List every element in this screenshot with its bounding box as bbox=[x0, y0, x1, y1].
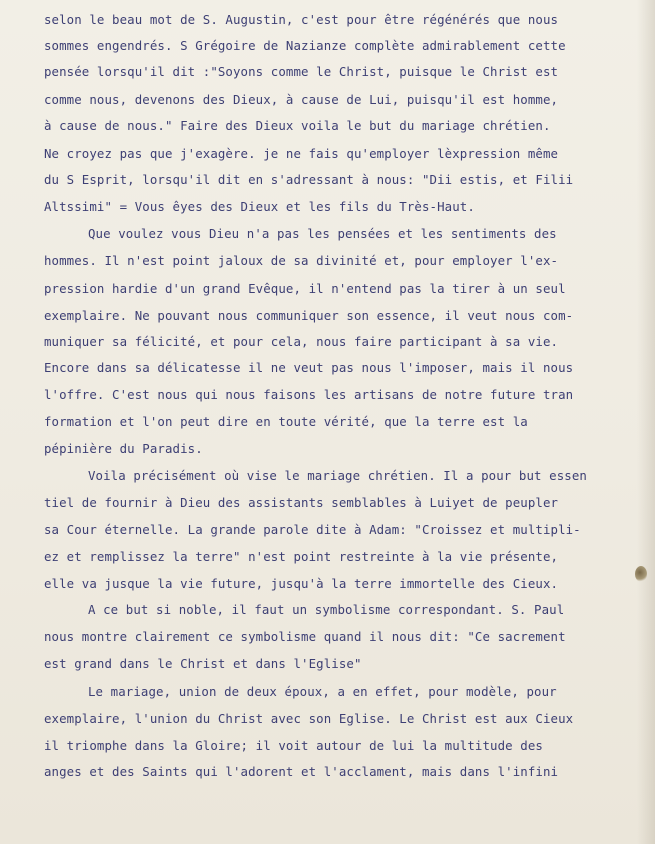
text-line: pression hardie d'un grand Evêque, il n'entend pas la tirer à un seul bbox=[44, 281, 566, 296]
text-line: ez et remplissez la terre" n'est point restreinte à la vie présente, bbox=[44, 549, 559, 564]
text-line: Le mariage, union de deux époux, a en effet, pour modèle, pour bbox=[88, 684, 557, 699]
text-line: anges et des Saints qui l'adorent et l'acclament, mais dans l'infini bbox=[44, 764, 559, 779]
text-line: exemplaire, l'union du Christ avec son Eglise. Le Christ est aux Cieux bbox=[44, 711, 574, 726]
text-line: sa Cour éternelle. La grande parole dite à Adam: "Croissez et multipli- bbox=[44, 522, 581, 537]
text-line: comme nous, devenons des Dieux, à cause de Lui, puisqu'il est homme, bbox=[44, 92, 559, 107]
text-line: muniquer sa félicité, et pour cela, nous faire participant à sa vie. bbox=[44, 334, 559, 349]
text-line: Voila précisément où vise le mariage chrétien. Il a pour but essen bbox=[88, 468, 587, 483]
text-line: hommes. Il n'est point jaloux de sa divinité et, pour employer l'ex- bbox=[44, 253, 559, 268]
text-line: formation et l'on peut dire en toute vérité, que la terre est la bbox=[44, 414, 528, 429]
text-line: Altssimi" = Vous êyes des Dieux et les fils du Très-Haut. bbox=[44, 199, 475, 214]
text-line: du S Esprit, lorsqu'il dit en s'adressant à nous: "Dii estis, et Filii bbox=[44, 172, 574, 187]
text-line: l'offre. C'est nous qui nous faisons les artisans de notre future tran bbox=[44, 387, 574, 402]
text-line: tiel de fournir à Dieu des assistants semblables à Luiyet de peupler bbox=[44, 495, 559, 510]
text-line: nous montre clairement ce symbolisme quand il nous dit: "Ce sacrement bbox=[44, 629, 566, 644]
text-line: pensée lorsqu'il dit :"Soyons comme le Christ, puisque le Christ est bbox=[44, 64, 559, 79]
text-line: exemplaire. Ne pouvant nous communiquer son essence, il veut nous com- bbox=[44, 308, 574, 323]
text-line: Que voulez vous Dieu n'a pas les pensées et les sentiments des bbox=[88, 226, 557, 241]
text-line: pépinière du Paradis. bbox=[44, 441, 203, 456]
text-line: A ce but si noble, il faut un symbolisme correspondant. S. Paul bbox=[88, 602, 565, 617]
text-line: est grand dans le Christ et dans l'Eglise" bbox=[44, 656, 362, 671]
text-line: il triomphe dans la Gloire; il voit autour de lui la multitude des bbox=[44, 738, 543, 753]
text-line: sommes engendrés. S Grégoire de Nazianze complète admirablement cette bbox=[44, 38, 566, 53]
text-line: Ne croyez pas que j'exagère. je ne fais qu'employer lèxpression même bbox=[44, 146, 559, 161]
text-line: elle va jusque la vie future, jusqu'à la terre immortelle des Cieux. bbox=[44, 576, 559, 591]
text-line: selon le beau mot de S. Augustin, c'est pour être régénérés que nous bbox=[44, 12, 559, 27]
text-line: à cause de nous." Faire des Dieux voila le but du mariage chrétien. bbox=[44, 118, 551, 133]
text-line: Encore dans sa délicatesse il ne veut pas nous l'imposer, mais il nous bbox=[44, 360, 574, 375]
